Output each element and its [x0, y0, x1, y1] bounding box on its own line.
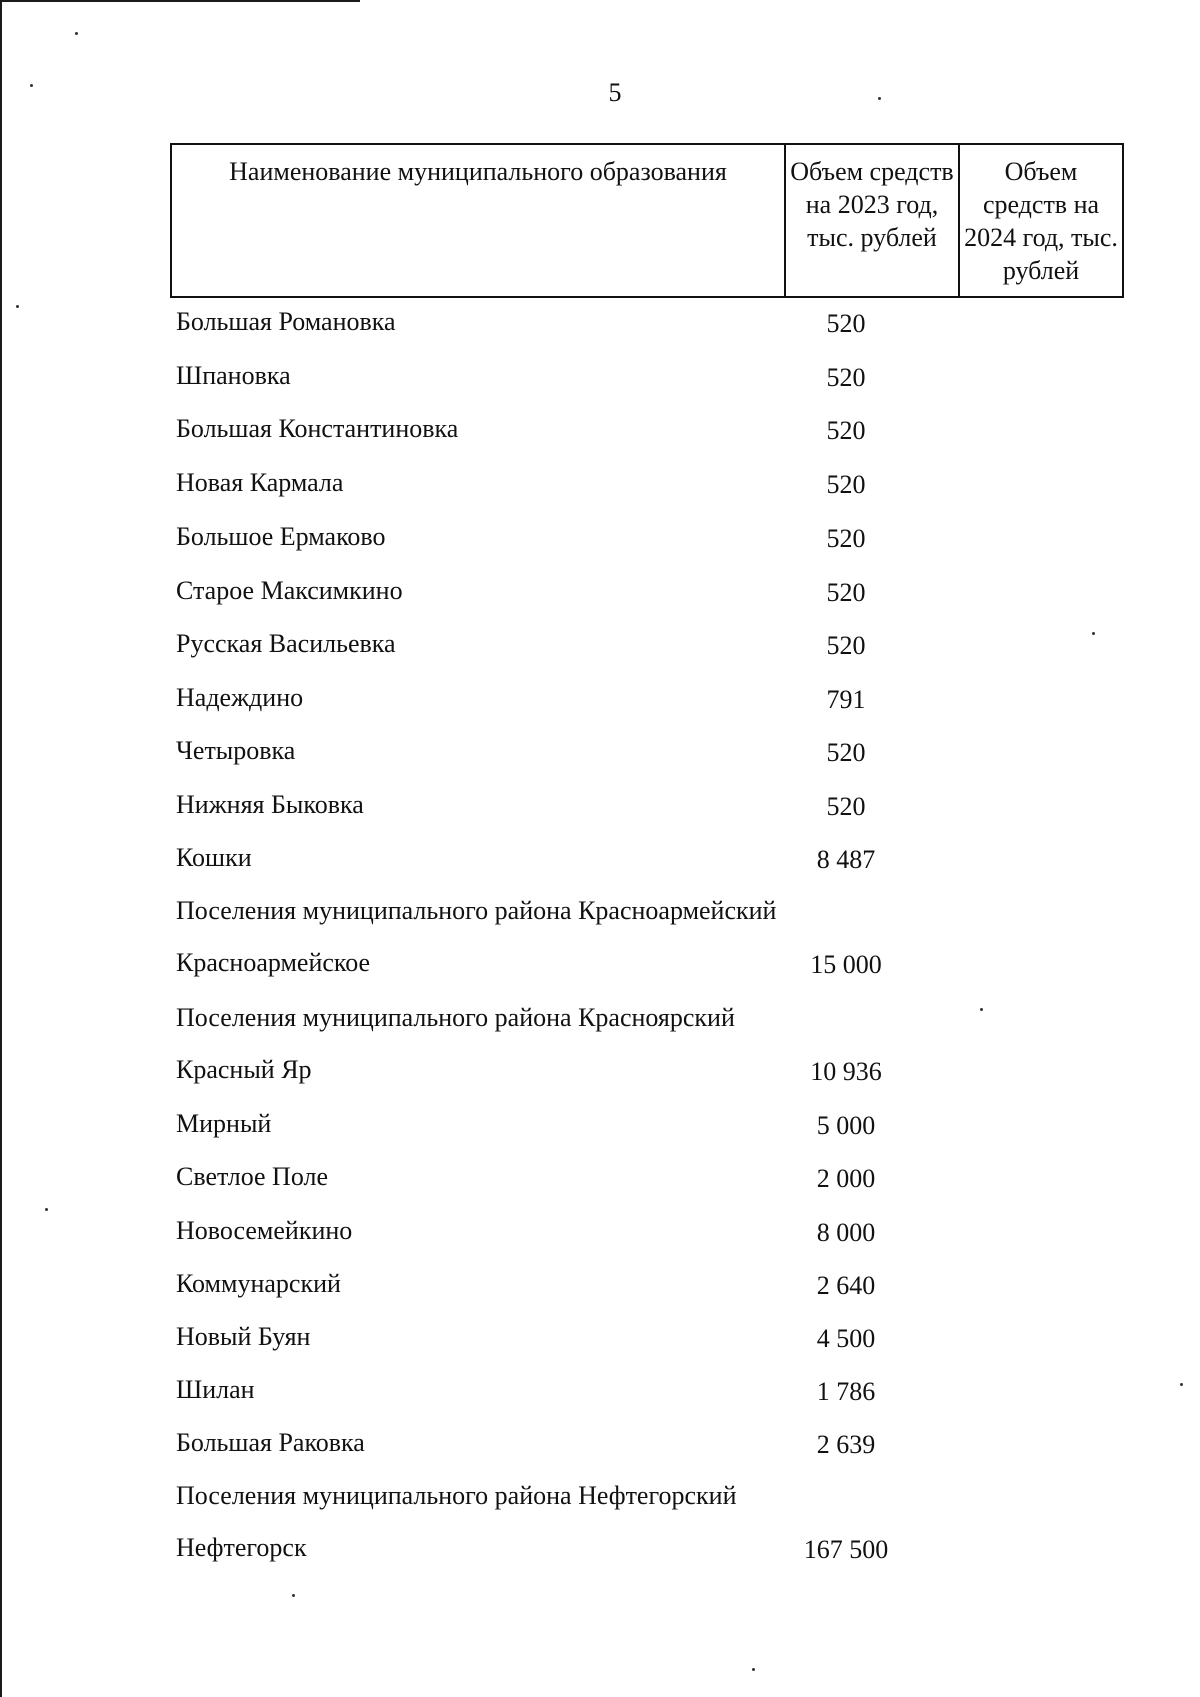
table-row	[176, 1533, 996, 1573]
municipality-name: Старое Максимкино	[176, 576, 403, 605]
value-2023: 8 000	[816, 1218, 876, 1247]
municipality-name: Светлое Поле	[176, 1162, 329, 1191]
district-heading-row	[176, 1003, 996, 1043]
table-row	[176, 736, 996, 776]
table-row	[176, 1055, 996, 1095]
value-2023: 520	[826, 470, 866, 499]
municipality-name: Шпановка	[176, 361, 291, 390]
municipality-name: Большая Константиновка	[176, 414, 459, 443]
column-header-name: Наименование муниципального образования	[171, 144, 785, 297]
table-row	[176, 629, 996, 669]
district-heading: Поселения муниципального района Красноармейский	[176, 896, 777, 925]
column-header-2023: Объем средств на 2023 год, тыс. рублей	[785, 144, 959, 297]
value-2023: 520	[826, 792, 866, 821]
municipality-name: Большая Раковка	[176, 1428, 365, 1457]
municipality-name: Красноармейское	[176, 948, 371, 977]
value-2023: 520	[826, 524, 866, 553]
municipality-name: Большое Ермаково	[176, 522, 386, 551]
value-2023: 15 000	[810, 950, 882, 979]
page-number: 5	[608, 78, 622, 107]
value-2023: 5 000	[816, 1111, 876, 1140]
municipality-name: Большая Романовка	[176, 307, 396, 336]
table-row	[176, 948, 996, 988]
district-heading: Поселения муниципального района Красноярский	[176, 1003, 735, 1032]
table-row	[176, 1269, 996, 1309]
table-row	[176, 1322, 996, 1362]
municipality-name: Красный Яр	[176, 1055, 312, 1084]
district-heading-row	[176, 1481, 996, 1521]
municipality-name: Шилан	[176, 1375, 255, 1404]
municipality-name: Коммунарский	[176, 1269, 341, 1298]
municipality-name: Кошки	[176, 843, 252, 872]
value-2023: 4 500	[816, 1324, 876, 1353]
table-row	[176, 1162, 996, 1202]
municipality-name: Русская Васильевка	[176, 629, 396, 658]
value-2023: 520	[826, 578, 866, 607]
district-heading: Поселения муниципального района Нефтегорский	[176, 1481, 737, 1510]
value-2023: 520	[826, 309, 866, 338]
table-row	[176, 790, 996, 830]
municipality-name: Нефтегорск	[176, 1533, 307, 1562]
municipality-name: Надеждино	[176, 683, 304, 712]
municipality-name: Новая Кармала	[176, 468, 344, 497]
value-2023: 2 000	[816, 1164, 876, 1193]
value-2023: 791	[826, 685, 866, 714]
value-2023: 10 936	[810, 1057, 882, 1086]
municipality-name: Нижняя Быковка	[176, 790, 364, 819]
municipality-name: Новый Буян	[176, 1322, 311, 1351]
municipality-name: Мирный	[176, 1109, 272, 1138]
district-heading-row	[176, 896, 996, 936]
table-row	[176, 468, 996, 508]
column-header-2024: Объем средств на 2024 год, тыс. рублей	[959, 144, 1123, 297]
table-row	[176, 1375, 996, 1415]
value-2023: 1 786	[816, 1377, 876, 1406]
table-row	[176, 1428, 996, 1468]
table-row	[176, 1216, 996, 1256]
table-row	[176, 1109, 996, 1149]
value-2023: 520	[826, 738, 866, 767]
value-2023: 167 500	[803, 1535, 889, 1564]
value-2023: 520	[826, 416, 866, 445]
value-2023: 520	[826, 631, 866, 660]
table-row	[176, 576, 996, 616]
value-2023: 520	[826, 363, 866, 392]
value-2023: 2 640	[816, 1271, 876, 1300]
value-2023: 2 639	[816, 1430, 876, 1459]
municipality-name: Четыровка	[176, 736, 296, 765]
table-row	[176, 414, 996, 454]
table-row	[176, 307, 996, 347]
value-2023: 8 487	[816, 845, 876, 874]
municipality-name: Новосемейкино	[176, 1216, 353, 1245]
table-row	[176, 522, 996, 562]
table-row	[176, 843, 996, 883]
table-row	[176, 361, 996, 401]
table-row	[176, 683, 996, 723]
